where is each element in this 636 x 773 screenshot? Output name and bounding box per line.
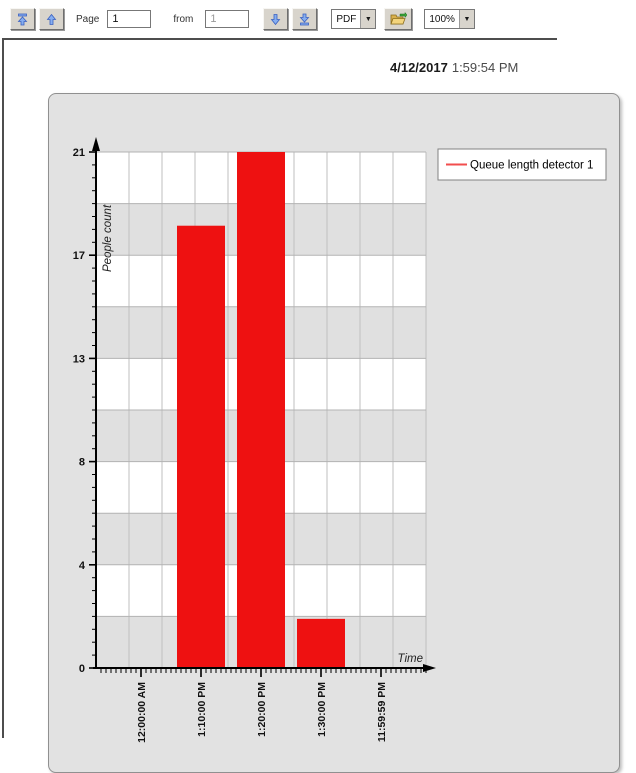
zoom-combobox[interactable] [424,9,475,29]
next-page-icon [269,13,282,26]
y-axis-arrow-icon [92,137,100,151]
previous-page-button[interactable] [39,8,64,30]
legend-label: Queue length detector 1 [470,159,594,172]
first-page-button[interactable] [10,8,35,30]
export-format-dropdown-button[interactable] [360,10,375,28]
y-tick-label: 21 [72,147,85,159]
zoom-dropdown-button[interactable] [459,10,474,28]
export-folder-icon [390,12,407,26]
chart [49,94,621,754]
y-tick-label: 0 [78,663,85,675]
report-date: 4/12/2017 [390,60,448,75]
chart-panel [48,93,620,773]
x-axis-arrow-icon [423,664,436,672]
y-tick-label: 8 [78,456,85,469]
chevron-down-icon: ▼ [364,15,372,23]
y-tick-label: 13 [72,353,85,366]
x-tick-label: 11:59:59 PM [376,682,388,743]
x-tick-label: 12:00:00 AM [136,682,148,743]
chevron-down-icon: ▼ [463,15,471,23]
toolbar [0,0,636,38]
export-format-value: PDF [336,14,357,25]
total-pages-input [205,10,249,28]
first-page-icon [16,13,29,26]
x-tick-label: 1:10:00 PM [196,682,208,737]
bar-1:20:00 PM[interactable] [237,152,285,668]
last-page-icon [298,13,311,26]
report-timestamp [390,60,518,75]
previous-page-icon [45,13,58,26]
bar-1:30:00 PM[interactable] [297,619,345,668]
page-label: Page [76,13,100,25]
from-label: from [173,13,194,25]
y-axis-title: People count [102,204,114,272]
export-format-combobox[interactable] [331,9,376,29]
zoom-value: 100% [429,14,455,25]
next-page-button[interactable] [263,8,288,30]
y-tick-label: 4 [78,559,85,572]
current-page-input[interactable] [107,10,151,28]
report-time: 1:59:54 PM [451,60,519,75]
export-button[interactable] [384,8,412,30]
last-page-button[interactable] [292,8,317,30]
x-tick-label: 1:20:00 PM [256,682,268,737]
x-axis-title: Time [397,653,423,665]
page-left-border [2,38,4,738]
x-tick-label: 1:30:00 PM [316,682,328,737]
page-top-border [2,38,557,40]
bar-1:10:00 PM[interactable] [177,226,225,668]
y-tick-label: 17 [72,250,85,263]
